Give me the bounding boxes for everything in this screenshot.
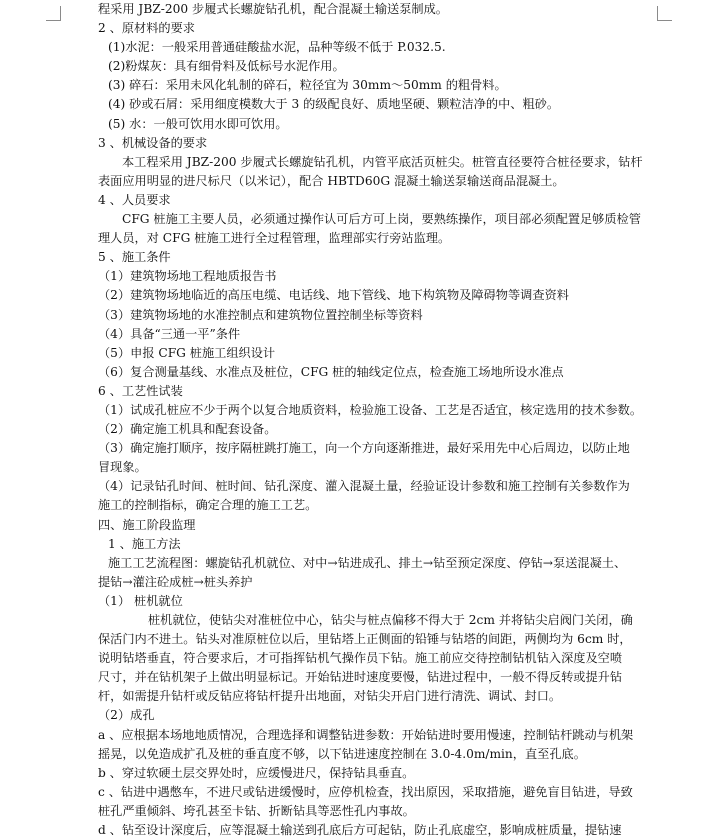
text-line: （1）建筑物场地工程地质报告书 xyxy=(98,269,277,284)
text-line: d 、钻至设计深度后，应等混凝土输送到孔底后方可起钻，防止孔底虚空，影响成桩质量，提钻速 xyxy=(98,823,622,838)
text-line: （3）建筑物场地的水准控制点和建筑物位置控制坐标等资料 xyxy=(98,307,423,322)
section-heading-materials: 2 、原材料的要求 xyxy=(98,21,195,36)
text-line: （1）试成孔桩应不少于两个以复合地质资料，检验施工设备、工艺是否适宜，核定选用的技术参数。 xyxy=(98,402,643,417)
text-line: 保活门内不进土。钻头对准原桩位以后，里钻塔上正侧面的铅锤与钻塔的间距，两侧均为 6cm 时， xyxy=(98,632,632,647)
text-line: c 、钻进中遇憋车，不进尺或钻进缓慢时，应停机检查，找出原因，采取措施，避免盲目钻进，导致 xyxy=(98,784,633,799)
text-line: 施工工艺流程图：螺旋钻孔机就位、对中→钻进成孔、排土→钻至预定深度、停钻→泵送混凝土、 xyxy=(108,555,627,570)
text-line: （4）记录钻孔时间、桩时间、钻孔深度、灌入混凝土量，经验证设计参数和施工控制有关参数作为 xyxy=(98,479,630,494)
text-line: 表面应用明显的进尺标尺（以米记），配合 HBTD60G 混凝土输送泵输送商品混凝土。 xyxy=(98,173,565,188)
text-line: 尺寸，并在钻机架子上做出明显标记。开始钻进时速度要慢，钻进过程中，一般不得反转或提升钻 xyxy=(98,670,623,685)
text-line: （2）建筑物场地临近的高压电缆、电话线、地下管线、地下构筑物及障碍物等调查资料 xyxy=(98,288,569,303)
text-line: 说明钻塔垂直，符合要求后，才可指挥钻机气操作员下钻。施工前应交待控制钻机钻入深度及空喷 xyxy=(98,651,623,666)
page-corner-mark-left xyxy=(46,6,61,21)
text-line: a 、应根据本场地地质情况，合理选择和调整钻进参数：开始钻进时要用慢速，控制钻杆跳动与机架 xyxy=(98,727,634,742)
page-corner-mark-right xyxy=(657,6,672,21)
text-line: （3）确定施打顺序，按序隔桩跳打施工，向一个方向逐渐推进，最好采用先中心后周边，以防止地 xyxy=(98,441,630,456)
text-line: 提钻→灌注砼成桩→桩头养护 xyxy=(98,574,253,589)
text-line: 程采用 JBZ-200 步履式长螺旋钻孔机，配合混凝土输送泵制成。 xyxy=(98,2,448,16)
text-line: 桩机就位，使钻尖对准桩位中心，钻尖与桩点偏移不得大于 2cm 并将钻尖启阀门关闭，确 xyxy=(148,613,633,627)
text-line: 本工程采用 JBZ-200 步履式长螺旋钻孔机，内管平底活页桩尖。桩管直径要符合桩径要求，钻杆 xyxy=(122,154,643,169)
subheading-hole-forming: （2）成孔 xyxy=(98,708,155,723)
text-line: 杆，如需提升钻杆或反钻应将钻杆提升出地面，对钻尖开启门进行清洗、调试、封口。 xyxy=(98,689,562,704)
text-line: b 、穿过软硬土层交界处时，应缓慢进尺，保持钻具垂直。 xyxy=(98,765,415,780)
section-heading-personnel: 4 、人员要求 xyxy=(98,192,171,207)
text-line: 桩孔严重倾斜、垮孔甚至卡钻、折断钻具等恶性孔内事故。 xyxy=(98,803,415,818)
text-line: CFG 桩施工主要人员，必须通过操作认可后方可上岗，要熟练操作，项目部必须配置足够质检管 xyxy=(122,212,641,227)
text-line: （6）复合测量基线、水准点及桩位，CFG 桩的轴线定位点，检查施工场地所设水准点 xyxy=(98,364,564,379)
text-line: （4）具备“三通一平”条件 xyxy=(98,326,241,341)
section-heading-supervision: 四、施工阶段监理 xyxy=(98,517,196,532)
text-line: （2）确定施工机具和配套设备。 xyxy=(98,422,277,437)
text-line: (5) 水：一般可饮用水即可饮用。 xyxy=(108,116,288,131)
text-line: (4) 砂或石屑：采用细度模数大于 3 的级配良好、质地坚硬、颗粒洁净的中、粗砂。 xyxy=(108,97,560,112)
text-line: (3) 碎石：采用未风化轧制的碎石，粒径宜为 30mm～50mm 的粗骨料。 xyxy=(108,78,507,93)
text-line: 冒现象。 xyxy=(98,460,147,475)
text-line: （5）申报 CFG 桩施工组织设计 xyxy=(98,345,276,360)
text-line: (1)水泥：一般采用普通硅酸盐水泥，品种等级不低于 P.032.5. xyxy=(108,40,446,55)
text-line: (2)粉煤灰：具有细骨料及低标号水泥作用。 xyxy=(108,59,345,74)
section-heading-method: 1 、施工方法 xyxy=(108,536,181,551)
text-line: 理人员，对 CFG 桩施工进行全过程管理，监理部实行旁站监理。 xyxy=(98,231,451,246)
text-line: 施工的控制指标，确定合理的施工工艺。 xyxy=(98,498,318,513)
subheading-rig-positioning: （1） 桩机就位 xyxy=(98,593,183,608)
section-heading-conditions: 5 、施工条件 xyxy=(98,250,171,265)
section-heading-equipment: 3 、机械设备的要求 xyxy=(98,135,208,150)
text-line: 摇晃，以免造成扩孔及桩的垂直度不够，以下钻进速度控制在 3.0-4.0m/min，直至孔底。 xyxy=(98,746,586,761)
section-heading-trial: 6 、工艺性试装 xyxy=(98,383,183,398)
document-page xyxy=(98,0,658,840)
